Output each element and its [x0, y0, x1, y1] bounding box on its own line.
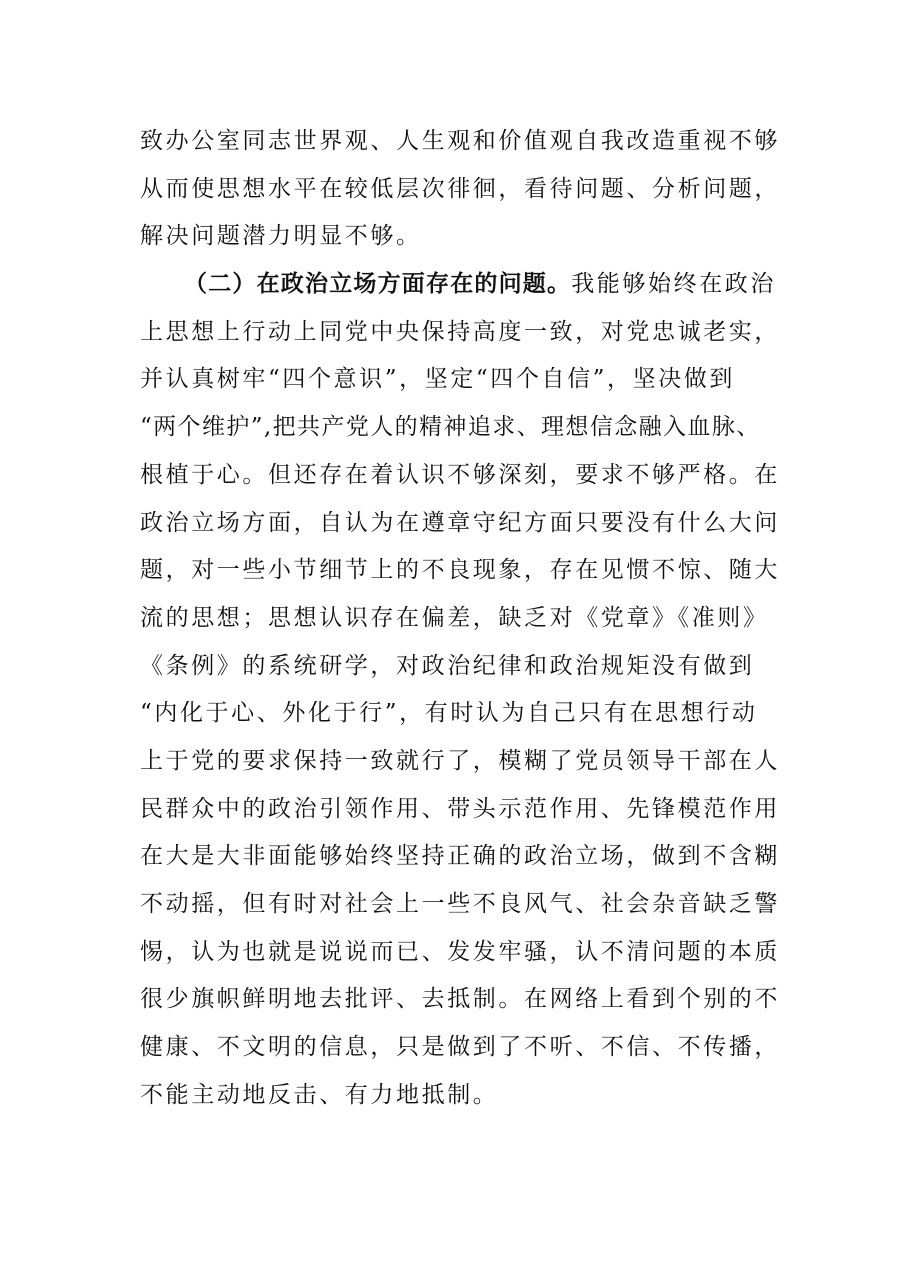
- paragraph-line: 致办公室同志世界观、人生观和价值观自我改造重视不够: [140, 128, 780, 154]
- paragraph-line: 流的思想；思想认识存在偏差，缺乏对《党章》《准则》: [140, 604, 769, 631]
- section-heading-line: [140, 261, 780, 309]
- paragraph-line: 健康、不文明的信息，只是做到了不听、不信、不传播，: [140, 1034, 780, 1061]
- paragraph-line: 民群众中的政治引领作用、带头示范作用、先锋模范作用: [140, 795, 780, 822]
- paragraph-line: 不能主动地反击、有力地抵制。: [140, 1081, 499, 1108]
- paragraph-line: 惕，认为也就是说说而已、发发牢骚，认不清问题的本质: [140, 938, 780, 965]
- paragraph-line: 上思想上行动上同党中央保持高度一致，对党忠诚老实，: [140, 318, 780, 345]
- paragraph-line: 根植于心。但还存在着认识不够深刻，要求不够严格。在: [140, 461, 780, 488]
- paragraph-line: 上于党的要求保持一致就行了，模糊了党员领导干部在人: [140, 747, 780, 774]
- paragraph-line: 不动摇，但有时对社会上一些不良风气、社会杂音缺乏警: [140, 891, 780, 917]
- section-intro-text: 我能够始终在政治: [571, 271, 777, 298]
- paragraph-line: 从而使思想水平在较低层次徘徊，看待问题、分析问题，: [140, 175, 780, 202]
- paragraph-line: 政治立场方面，自认为在遵章守纪方面只要没有什么大问: [140, 509, 780, 536]
- paragraph-line: 很少旗帜鲜明地去批评、去抵制。在网络上看到个别的不: [140, 986, 780, 1013]
- section-heading: （二）在政治立场方面存在的问题。: [184, 271, 572, 298]
- paragraph-line: 《条例》的系统研学，对政治纪律和政治规矩没有做到: [140, 652, 755, 679]
- paragraph-line: 解决问题潜力明显不够。: [140, 223, 422, 250]
- paragraph-line: 并认真树牢“四个意识”，坚定“四个自信”，坚决做到: [140, 366, 736, 393]
- paragraph-line: “两个维护”,把共产党人的精神追求、理想信念融入血脉、: [140, 414, 761, 441]
- paragraph-line: 在大是大非面能够始终坚持正确的政治立场，做到不含糊: [140, 843, 780, 870]
- paragraph-line: 题，对一些小节细节上的不良现象，存在见惯不惊、随大: [140, 557, 780, 584]
- paragraph-line: “内化于心、外化于行”，有时认为自己只有在思想行动: [140, 700, 758, 727]
- document-body: [140, 118, 780, 1119]
